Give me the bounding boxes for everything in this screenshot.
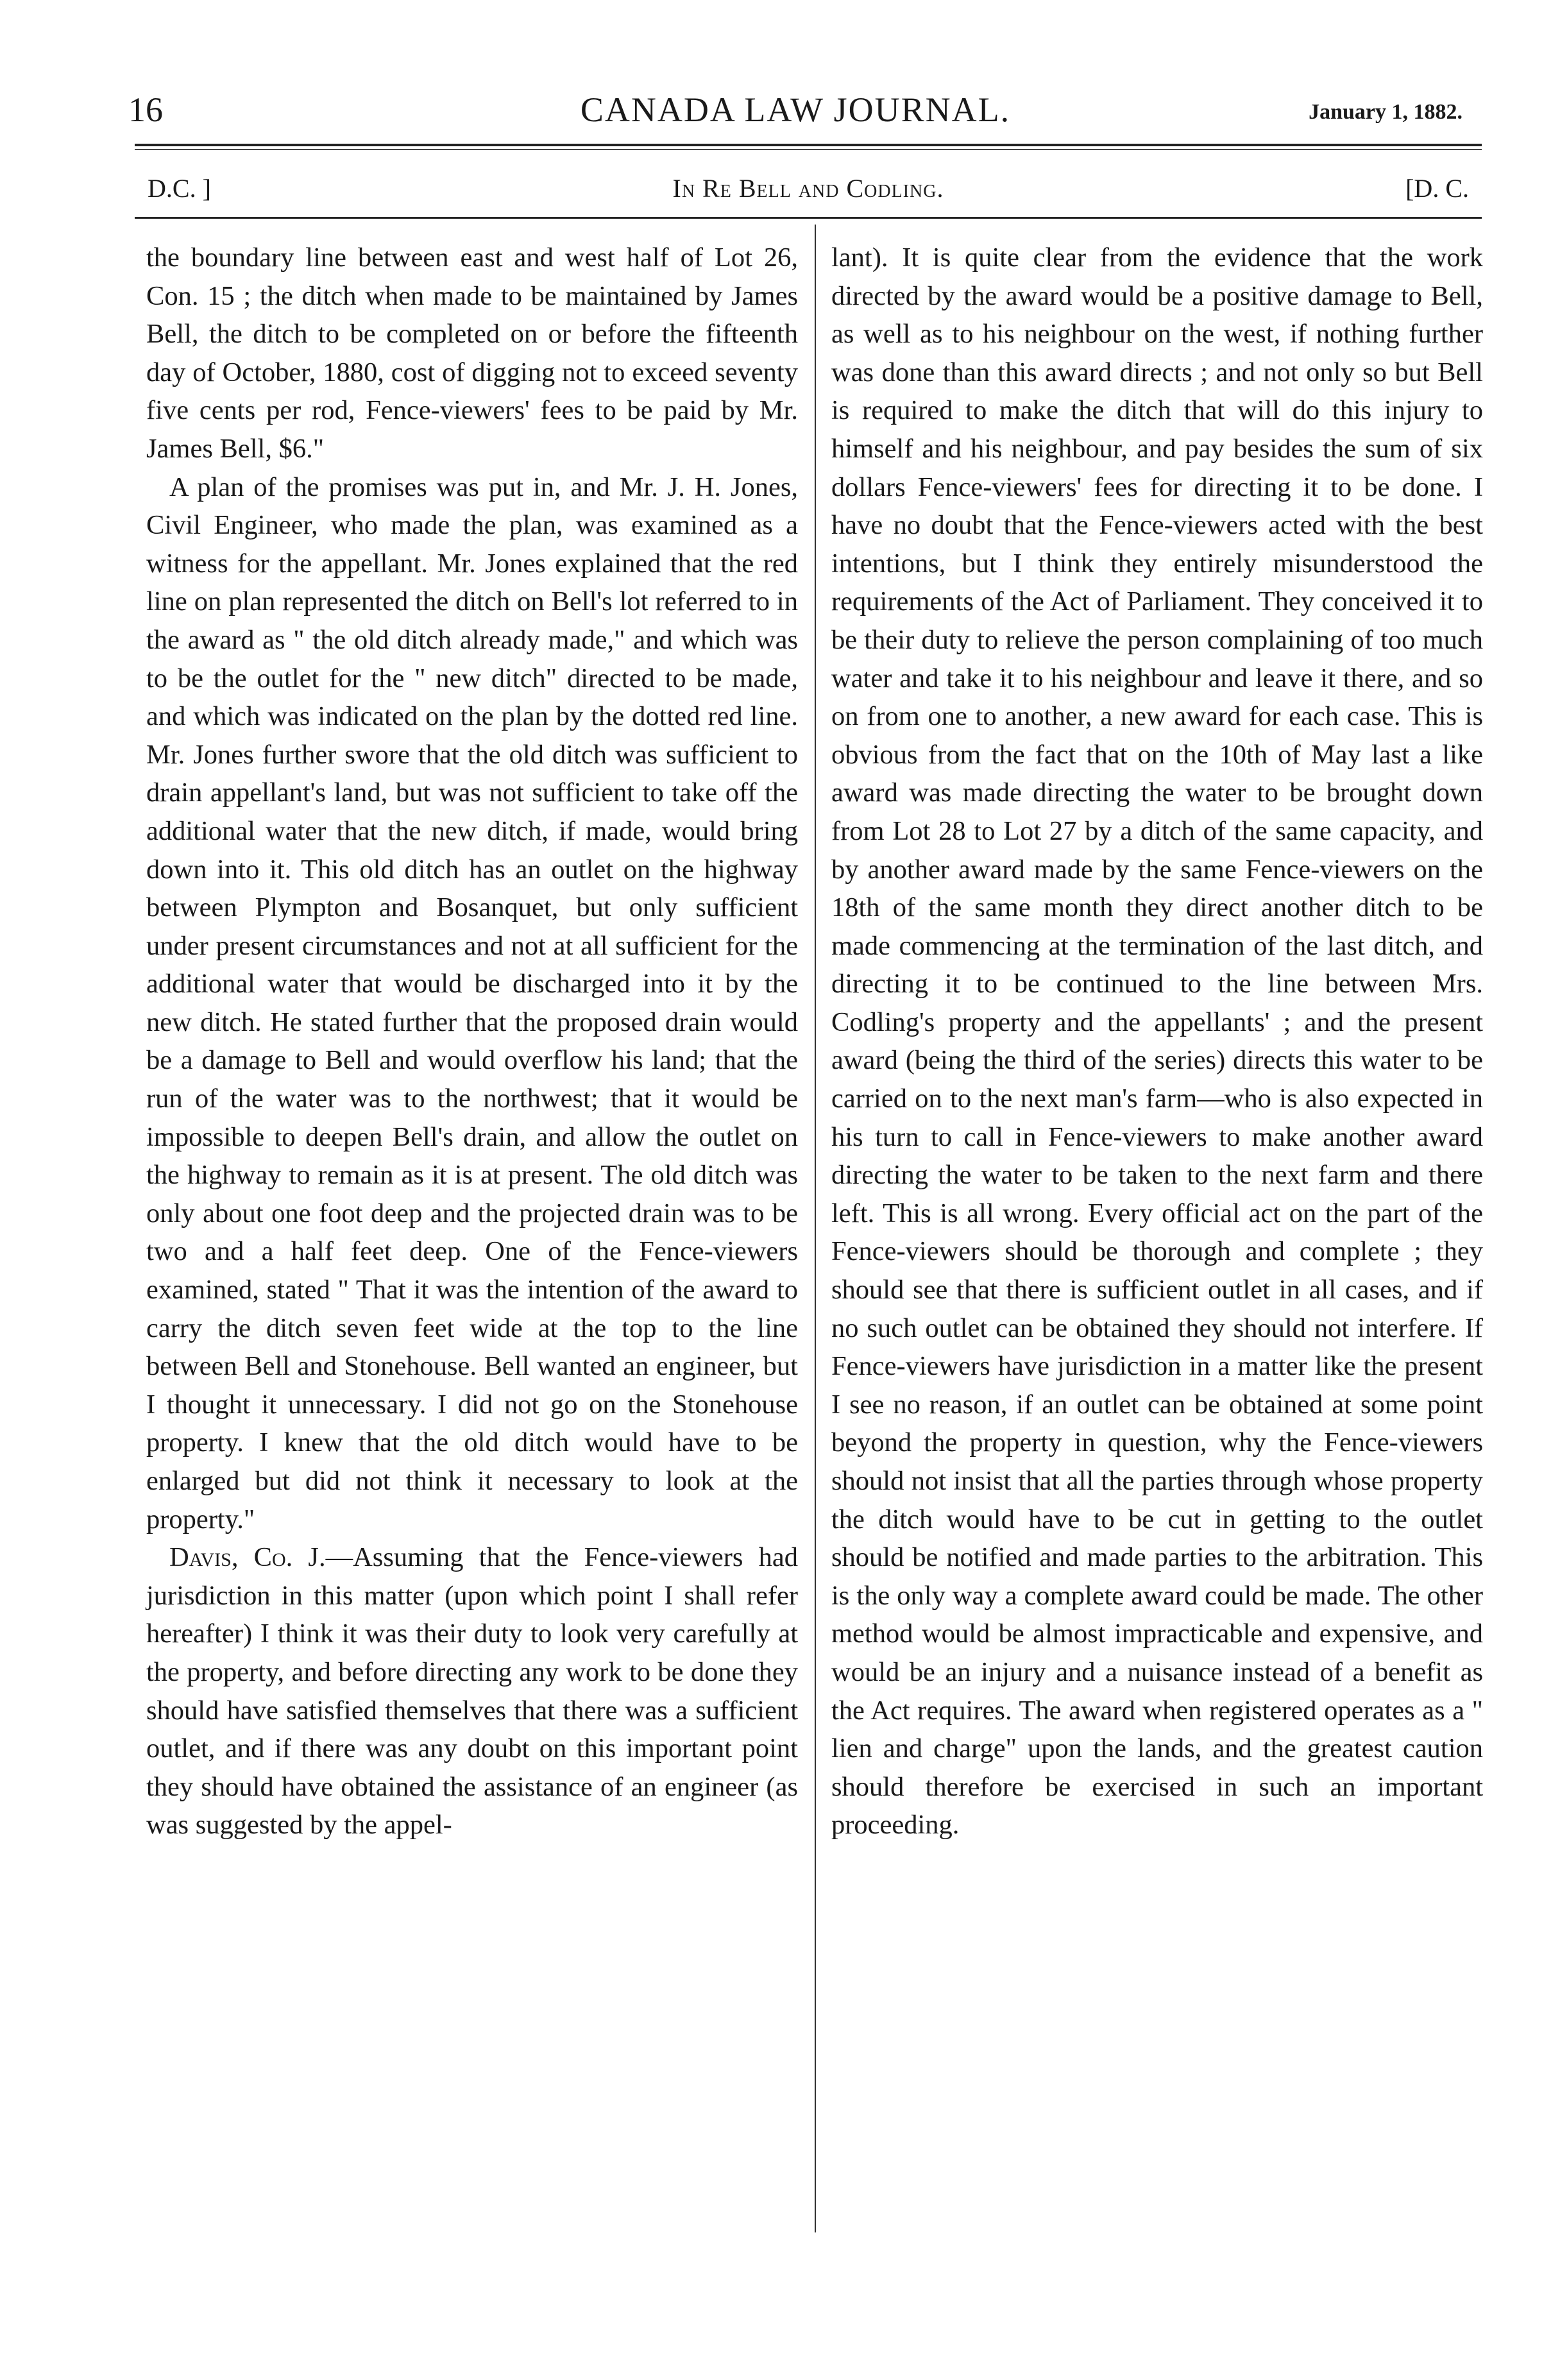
page-header bbox=[128, 82, 1462, 146]
left-column bbox=[146, 239, 798, 1844]
court-label-left: D.C. ] bbox=[148, 174, 211, 203]
case-title: In Re Bell and Codling. bbox=[672, 174, 944, 203]
paragraph: the boundary line between east and west half of Lot 26, Con. 15 ; the ditch when made to be maintained by James Bell, the ditch to be completed on or before the fifteenth day of October, 1880, cost of digging not to exceed seventy five cents per rod, Fence-viewers' fees to be paid by Mr. James Bell, $6." bbox=[146, 242, 798, 464]
header-rule-thin bbox=[135, 149, 1482, 150]
journal-title: CANADA LAW JOURNAL. bbox=[580, 90, 1011, 129]
subheader-rule bbox=[135, 217, 1482, 219]
header-rule bbox=[135, 144, 1482, 146]
judgment-text: —Assuming that the Fence-viewers had jurisdiction in this matter (upon which point I shall refer hereafter) I think it was their duty to look very carefully at the property, and before directing any work to be done they should have satisfied themselves that there was a sufficient outlet, and if there was any doubt on this important point they should have obtained the assistance of an engineer (as was suggested by the appel- bbox=[146, 1542, 798, 1840]
issue-date: January 1, 1882. bbox=[1309, 100, 1462, 124]
paragraph: A plan of the promises was put in, and Mr. J. H. Jones, Civil Engineer, who made the plan, was examined as a witness for the appellant. Mr. Jones explained that the red line on plan represented the ditch on Bell's lot referred to in the award as " the old ditch already made," and which was to be the outlet for the " new ditch" directed to be made, and which was indicated on the plan by the dotted red line. Mr. Jones further swore that the old ditch was sufficient to drain appellant's land, but was not sufficient to take off the additional water that the new ditch, if made, would bring down into it. This old ditch has an outlet on the highway between Plympton and Bosanquet, but only sufficient under present circumstances and not at all sufficient for the additional water that would be discharged into it by the new ditch. He stated further that the proposed drain would be a damage to Bell and would overflow his land; that the run of the water was to the northwest; that it would be impossible to deepen Bell's drain, and allow the outlet on the highway to remain as it is at present. The old ditch was only about one foot deep and the projected drain was to be two and a half feet deep. One of the Fence-viewers examined, stated " That it was the intention of the award to carry the ditch seven feet wide at the top to the line between Bell and Stonehouse. Bell wanted an engineer, but I thought it unnecessary. I did not go on the Stonehouse property. I knew that the old ditch would have to be enlarged but did not think it necessary to look at the property." bbox=[146, 472, 798, 1534]
case-running-head bbox=[135, 168, 1482, 207]
paragraph bbox=[146, 1538, 798, 1844]
column-divider bbox=[815, 225, 816, 2232]
paragraph: lant). It is quite clear from the evidence that the work directed by the award would be a positive damage to Bell, as well as to his neighbour on the west, if nothing further was done than this award directs ; and not only so but Bell is required to make the ditch that will do this injury to himself and his neighbour, and pay besides the sum of six dollars Fence-viewers' fees for directing it to be done. I have no doubt that the Fence-viewers acted with the best intentions, but I think they entirely misunderstood the requirements of the Act of Parliament. They conceived it to be their duty to relieve the person complaining of too much water and take it to his neighbour and leave it there, and so on from one to another, a new award for each case. This is obvious from the fact that on the 10th of May last a like award was made directing the water to be brought down from Lot 28 to Lot 27 by a ditch of the same capacity, and by another award made by the same Fence-viewers on the 18th of the same month they direct another ditch to be made commencing at the termination of the last ditch, and directing it to be continued to the line between Mrs. Codling's property and the appellants' ; and the present award (being the third of the series) directs this water to be carried on to the next man's farm—who is also expected in his turn to call in Fence-viewers to make another award directing the water to be taken to the next farm and there left. This is all wrong. Every official act on the part of the Fence-viewers should be thorough and complete ; they should see that there is sufficient outlet in all cases, and if no such outlet can be obtained they should not interfere. If Fence-viewers have jurisdiction in a matter like the present I see no reason, if an outlet can be obtained at some point beyond the property in question, why the Fence-viewers should not insist that all the parties through whose property the ditch would have to be cut in getting to the outlet should be notified and made parties to the arbitration. This is the only way a complete award could be made. The other method would be almost impracticable and expensive, and would be an injury and a nuisance instead of a benefit as the Act requires. The award when registered operates as a " lien and charge" upon the lands, and the greatest caution should therefore be exercised in such an important proceeding. bbox=[831, 242, 1483, 1840]
page-number: 16 bbox=[128, 90, 163, 129]
judge-name: Davis, Co. J. bbox=[169, 1542, 326, 1573]
court-label-right: [D. C. bbox=[1405, 174, 1469, 203]
right-column bbox=[831, 239, 1483, 1844]
